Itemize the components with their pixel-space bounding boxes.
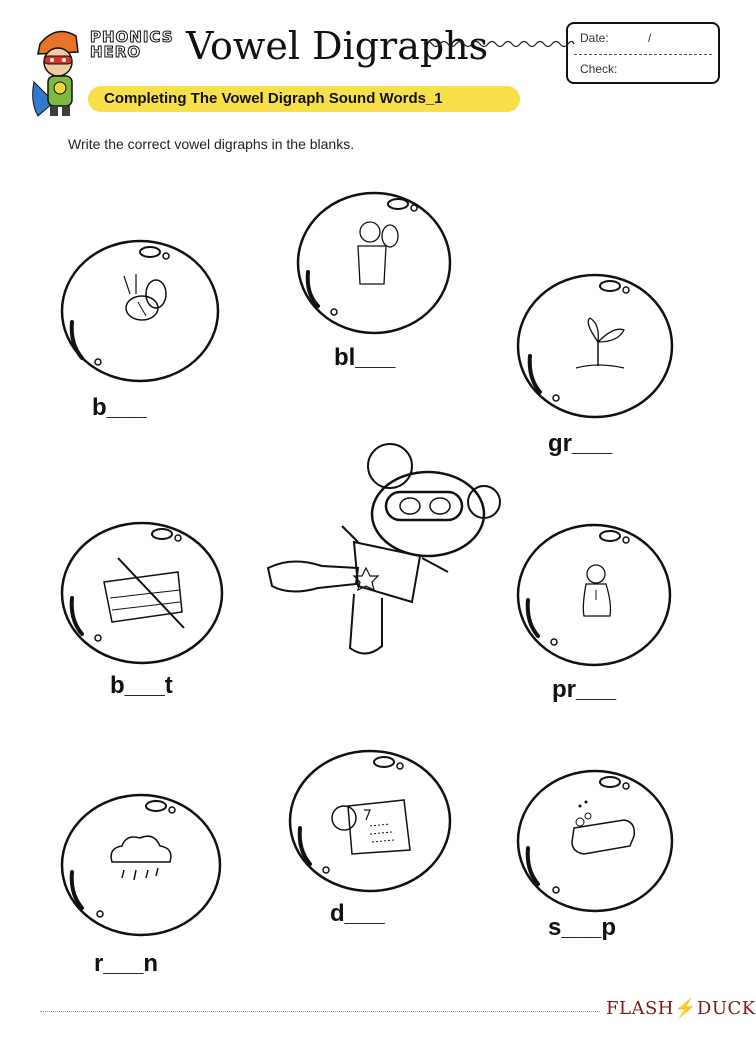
bubble-balloon-girl — [294, 188, 454, 338]
footer-divider — [40, 1011, 600, 1012]
superhero-mouse-illustration — [262, 438, 502, 660]
lightning-bolt-icon: ⚡ — [673, 998, 697, 1019]
date-label: Date: — [580, 31, 609, 45]
date-slash: / — [648, 31, 652, 45]
bubble-soap — [514, 766, 676, 916]
bubble-sprout — [514, 270, 676, 422]
word-blank-6: r___n — [94, 950, 159, 977]
word-blank-7: d___ — [330, 900, 385, 927]
word-blank-2: bl___ — [334, 344, 396, 371]
bubble-bee — [58, 236, 222, 386]
bubble-boat — [58, 518, 226, 668]
bubble-rain — [58, 790, 224, 940]
instructions: Write the correct vowel digraphs in the blanks. — [68, 136, 355, 152]
word-blank-5: pr___ — [552, 676, 617, 703]
bubble-calendar — [286, 746, 454, 896]
word-blank-3: gr___ — [548, 430, 613, 457]
page-title: Vowel Digraphs — [186, 24, 489, 68]
word-blank-4: b___t — [110, 672, 173, 699]
flashduck-logo: FLASH⚡DUCK — [606, 998, 756, 1019]
word-blank-1: b___ — [92, 394, 147, 421]
wave-divider — [424, 36, 574, 52]
word-blank-8: s___p — [548, 914, 617, 941]
date-divider — [574, 54, 712, 55]
bubble-praying-girl — [514, 520, 674, 670]
subtitle: Completing The Vowel Digraph Sound Words_1 — [104, 90, 443, 107]
check-label: Check: — [580, 62, 618, 76]
brand-wordmark: PHONICS HERO — [90, 28, 174, 61]
date-check-box — [566, 22, 720, 84]
phonics-hero-logo-icon — [26, 22, 90, 118]
